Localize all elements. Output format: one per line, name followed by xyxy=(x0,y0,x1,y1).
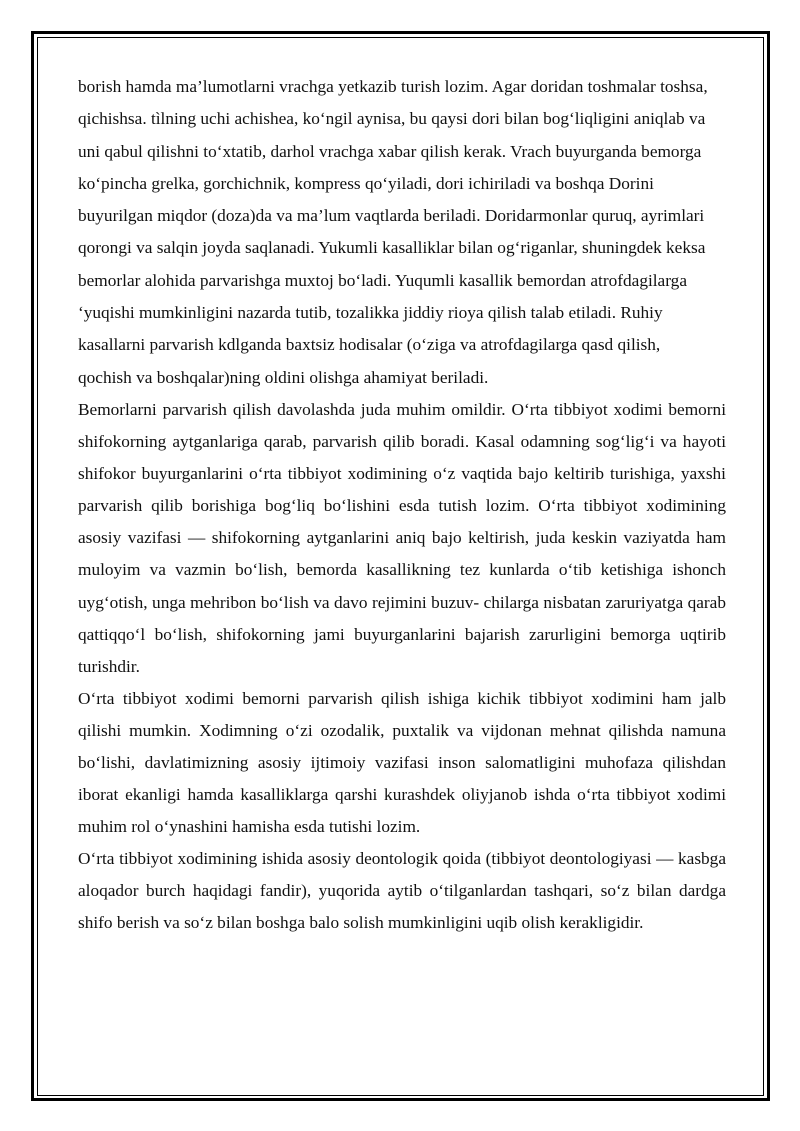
paragraph-continuation: borish hamda ma’lumotlarni vrachga yetkazib turish lozim. Agar doridan toshmalar toshsa, qichishsa. tìlning uchi achishea, ko‘ngil aynisa, bu qaysi dori bilan bog‘liqligini aniqlab va uni qabul qilishni to‘xtatib, darhol vrachga xabar qilish kerak. Vrach buyurganda bemorga ko‘pincha grelka, gorchichnik, kompress qo‘yiladi, dori ichiriladi va boshqa Dorini buyurilgan miqdor (doza)da va ma’lum vaqtlarda beriladi. Doridarmonlar quruq, ayrimlari qorongi va salqin joyda saqlanadi. Yukumli kasalliklar bilan og‘riganlar, shuningdek keksa bemorlar alohida parvarishga muxtoj bo‘ladi. Yuqumli kasallik bemordan atrofdagilarga ‘yuqishi mumkinligini nazarda tutib, tozalikka jiddiy rioya qilish talab etiladi. Ruhiy kasallarni parvarish kdlganda baxtsiz hodisalar (o‘ziga va atrofdagilarga qasd qilish, qochish va boshqalar)ning oldini olishga ahamiyat beriladi. xyxy=(78,77,708,387)
document-body xyxy=(78,71,726,940)
paragraph-junior-staff: O‘rta tibbiyot xodimi bemorni parvarish qilish ishiga kichik tibbiyot xodimini ham jalb qilishi mumkin. Xodimning o‘zi ozodalik, puxtalik va vijdonan mehnat qilishda namuna bo‘lishi, davlatimizning asosiy ijtimoiy vazifasi inson salomatligini muhofaza qilishdan iborat ekanligi hamda kasalliklarga qarshi kurashdek oliyjanob ishda o‘rta tibbiyot xodimi muhim rol o‘ynashini hamisha esda tutishi lozim. xyxy=(78,688,726,837)
paragraph-patient-care: Bemorlarni parvarish qilish davolashda juda muhim omildir. O‘rta tibbiyot xodimi bemorni shifokorning aytganlariga qarab, parvarish qilib boradi. Kasal odamning sog‘lig‘i va hayoti shifokor buyurganlarini o‘rta tibbiyot xodimining o‘z vaqtida bajo keltirib turishiga, yaxshi parvarish qilib borishiga bog‘liq bo‘lishini esda tutish lozim. O‘rta tibbiyot xodimining asosiy vazifasi — shifokorning aytganlarini aniq bajo keltirish, juda keskin vaziyatda ham muloyim va vazmin bo‘lish, bemorda kasallikning tez kunlarda o‘tib ketishiga ishonch uyg‘otish, unga mehribon bo‘lish va davo rejimini buzuv- chilarga nisbatan zaruriyatga qarab qattiqqo‘l bo‘lish, shifokorning jami buyurganlarini bajarish zarurligini bemorga uqtirib turishdir. xyxy=(78,399,726,676)
paragraph-deontology: O‘rta tibbiyot xodimining ishida asosiy deontologik qoida (tibbiyot deontologiyasi — kasbga aloqador burch haqidagi fandir), yuqorida aytib o‘tilganlardan tashqari, so‘z bilan dardga shifo berish va so‘z bilan boshga balo solish mumkinligini uqib olish kerakligidir. xyxy=(78,849,726,933)
